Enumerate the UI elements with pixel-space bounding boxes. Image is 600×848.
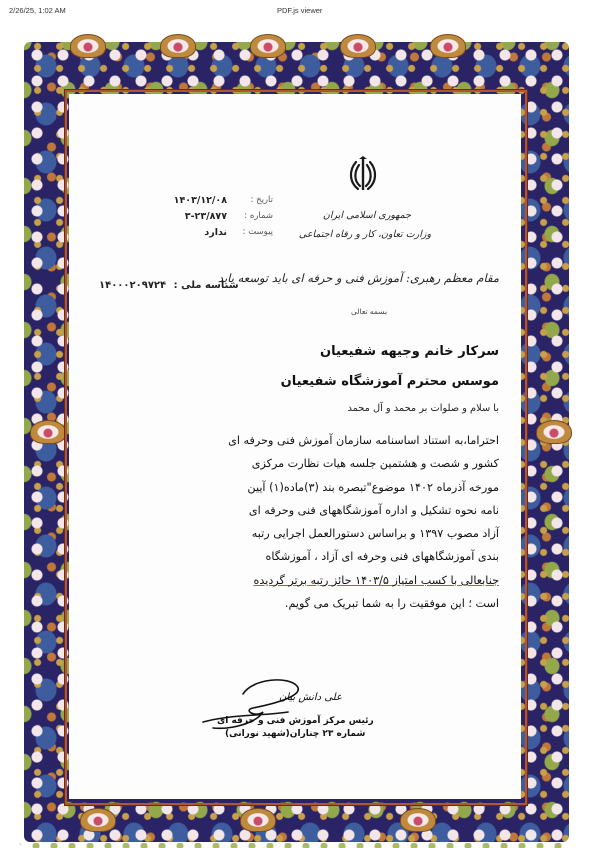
national-id-label: شناسه ملی :	[173, 280, 239, 291]
body-line: جنابعالی با کسب امتیاز ۱۴۰۳/۵ حائز رتبه برتر گردیده	[253, 573, 499, 587]
border-ornament-icon	[30, 420, 66, 444]
border-ornament-icon	[430, 34, 466, 58]
body-line: نامه نحوه تشکیل و اداره آموزشگاههای فنی وحرفه ای	[248, 503, 499, 517]
date-label: تاریخ :	[250, 195, 273, 205]
body-line: آزاد مصوب ۱۳۹۷ و براساس دستورالعمل اجرایی رتبه	[251, 527, 499, 541]
signer-title: رئیس مرکز آموزش فنی و حرفه ای	[217, 716, 374, 726]
letter-body	[94, 429, 499, 615]
country-name: جمهوری اسلامی ایران	[322, 210, 412, 221]
greeting: با سلام و صلوات بر محمد و آل محمد	[347, 403, 499, 414]
body-line: مورخه آذرماه ۱۴۰۲ موضوع"تبصره بند (۳)ماده(۱) آیین	[247, 480, 499, 494]
border-ornament-icon	[400, 808, 436, 832]
meta-attachment	[133, 224, 273, 240]
recipient-name: سرکار خانم وجیهه شفیعیان	[320, 344, 499, 359]
number-value: ۳-۲۳/۸۷۷	[184, 210, 227, 222]
border-ornament-icon	[536, 420, 572, 444]
body-line: بندی آموزشگاههای فنی وحرفه ای آزاد ، آموزشگاه	[265, 550, 499, 564]
border-ornament-icon	[250, 34, 286, 58]
attachment-label: پیوست :	[242, 227, 273, 237]
body-line: کشور و شصت و هشتمین جلسه هیات نظارت مرکزی	[251, 457, 499, 471]
print-timestamp: 2/26/25, 1:02 AM	[9, 6, 66, 15]
national-id-value: ۱۴۰۰۰۲۰۹۷۲۴	[99, 280, 167, 291]
signer-name: علی دانش بیان	[279, 692, 342, 703]
border-ornament-icon	[240, 808, 276, 832]
ministry-name: وزارت تعاون، کار و رفاه اجتماعی	[298, 229, 432, 240]
meta-number	[133, 208, 273, 224]
letter-meta	[133, 192, 273, 240]
border-ornament-icon	[160, 34, 196, 58]
print-title: PDF.js viewer	[277, 6, 323, 15]
border-ornament-icon	[340, 34, 376, 58]
official-letter	[69, 94, 521, 799]
bismillah: بسمه تعالی	[351, 307, 388, 316]
border-ornament-icon	[70, 34, 106, 58]
attachment-value: ندارد	[204, 226, 227, 238]
number-label: شماره :	[244, 211, 273, 221]
recipient-title: موسس محترم آموزشگاه شفیعیان	[280, 374, 499, 389]
date-value: ۱۴۰۳/۱۲/۰۸	[173, 194, 227, 206]
body-line: احتراما،به استناد اساسنامه سازمان آموزش فنی وحرفه ای	[228, 434, 499, 447]
leader-slogan: مقام معظم رهبری: آموزش فنی و حرفه ای باید توسعه یابد	[218, 271, 499, 285]
meta-date	[133, 192, 273, 208]
border-ornament-icon	[80, 808, 116, 832]
signer-unit: شماره ۲۳ چناران(شهید نورانی)	[225, 729, 366, 739]
iran-emblem-icon	[348, 154, 378, 194]
body-line: است ؛ این موفقیت را به شما تبریک می گویم.	[284, 597, 499, 611]
print-header	[0, 4, 600, 18]
national-id	[99, 280, 239, 291]
